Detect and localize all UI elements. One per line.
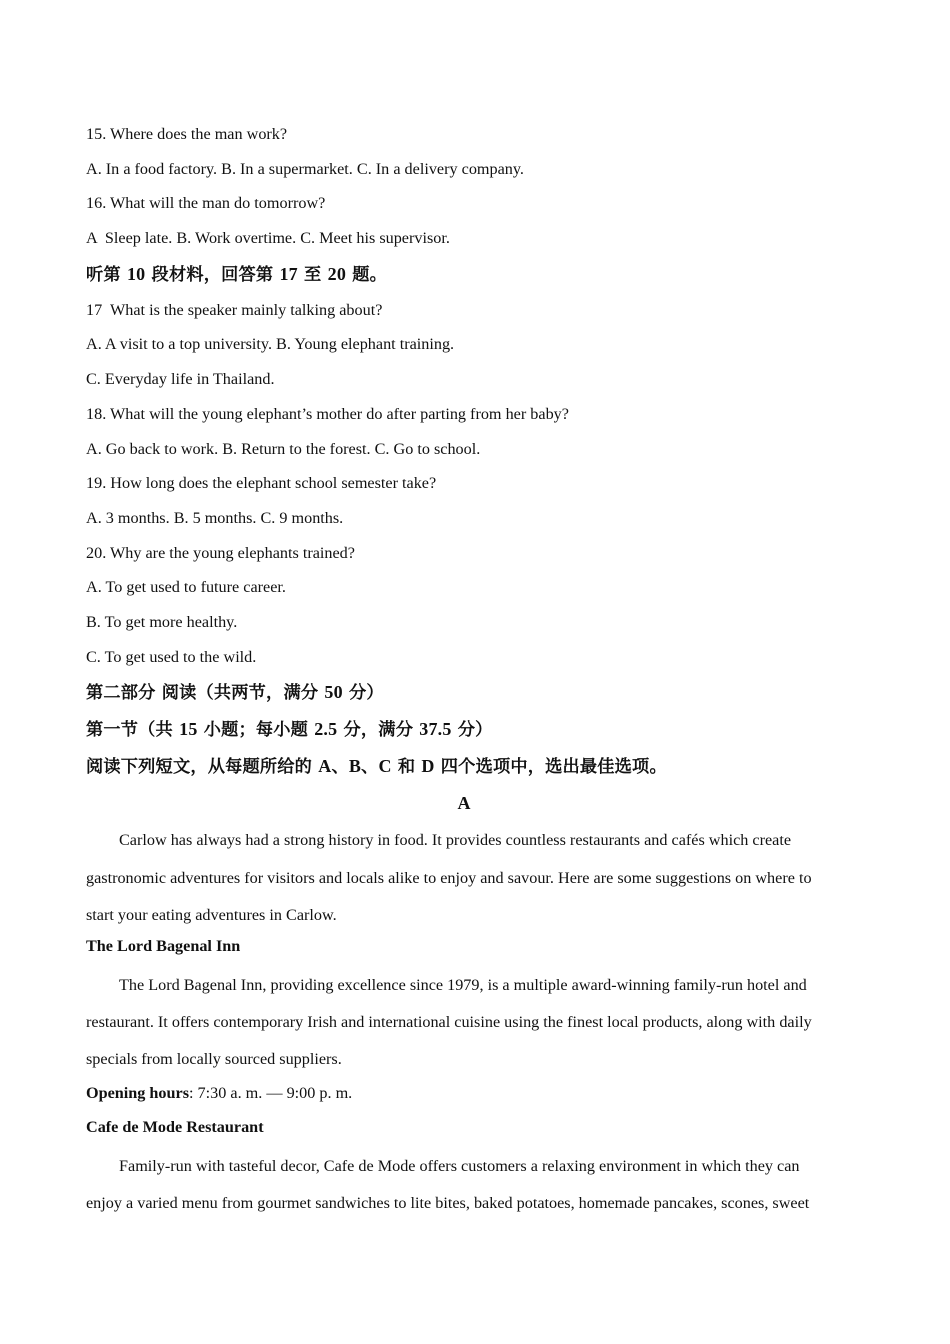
question-16-options: A Sleep late. B. Work overtime. C. Meet his supervisor. (86, 229, 450, 248)
venue-1-opening-hours (86, 1083, 842, 1103)
question-17-options-ab: A. A visit to a top university. B. Young elephant training. (86, 335, 455, 354)
section-10-heading: 听第 10 段材料，回答第 17 至 20 题。 (86, 263, 388, 285)
passage-title: A (457, 793, 471, 814)
question-17: 17 What is the speaker mainly talking about? (86, 300, 383, 319)
reading-instruction: 阅读下列短文，从每题所给的 A、B、C 和 D 四个选项中，选出最佳选项。 (86, 756, 667, 778)
question-20-option-a: A. To get used to future career. (86, 578, 286, 597)
intro-line: start your eating adventures in Carlow. (86, 905, 337, 924)
question-19-options: A. 3 months. B. 5 months. C. 9 months. (86, 508, 344, 527)
venue-1-description (86, 967, 842, 1079)
intro-line: Carlow has always had a strong history in food. It provides countless restaurants and cafés which create (119, 831, 792, 850)
venue-2-name: Cafe de Mode Restaurant (86, 1118, 264, 1137)
question-18-options: A. Go back to work. B. Return to the forest. C. Go to school. (86, 439, 481, 458)
question-19: 19. How long does the elephant school semester take? (86, 474, 437, 493)
question-20: 20. Why are the young elephants trained? (86, 543, 355, 562)
venue-2-line: enjoy a varied menu from gourmet sandwiches to lite bites, baked potatoes, homemade pancakes, scones, sweet (86, 1193, 810, 1212)
venue-2-description (86, 1148, 842, 1223)
question-15: 15. Where does the man work? (86, 125, 288, 143)
question-20-option-b: B. To get more healthy. (86, 612, 238, 631)
opening-hours-label: Opening hours (86, 1083, 190, 1102)
document-page (86, 124, 842, 1222)
question-15-options: A. In a food factory. B. In a supermarket. C. In a delivery company. (86, 159, 524, 178)
question-16: 16. What will the man do tomorrow? (86, 194, 326, 213)
part-two-heading: 第二部分 阅读（共两节，满分 50 分） (86, 682, 384, 704)
intro-line: gastronomic adventures for visitors and locals alike to enjoy and savour. Here are some suggestions on where to (86, 868, 812, 887)
question-18: 18. What will the young elephant’s mother do after parting from her baby? (86, 404, 569, 423)
venue-1-line: specials from locally sourced suppliers. (86, 1050, 342, 1069)
venue-1-line: The Lord Bagenal Inn, providing excellence since 1979, is a multiple award-winning family-run hotel and (119, 975, 807, 994)
venue-2-line: Family-run with tasteful decor, Cafe de Mode offers customers a relaxing environment in which they can (119, 1156, 800, 1175)
question-20-option-c: C. To get used to the wild. (86, 647, 257, 666)
question-17-option-c: C. Everyday life in Thailand. (86, 370, 275, 389)
opening-hours-value: : 7:30 a. m. — 9:00 p. m. (189, 1083, 353, 1102)
venue-1-line: restaurant. It offers contemporary Irish and international cuisine using the finest local products, along with daily (86, 1013, 812, 1031)
section-one-heading: 第一节（共 15 小题；每小题 2.5 分，满分 37.5 分） (86, 719, 493, 741)
venue-1-name: The Lord Bagenal Inn (86, 937, 241, 956)
intro-paragraph (86, 822, 842, 934)
